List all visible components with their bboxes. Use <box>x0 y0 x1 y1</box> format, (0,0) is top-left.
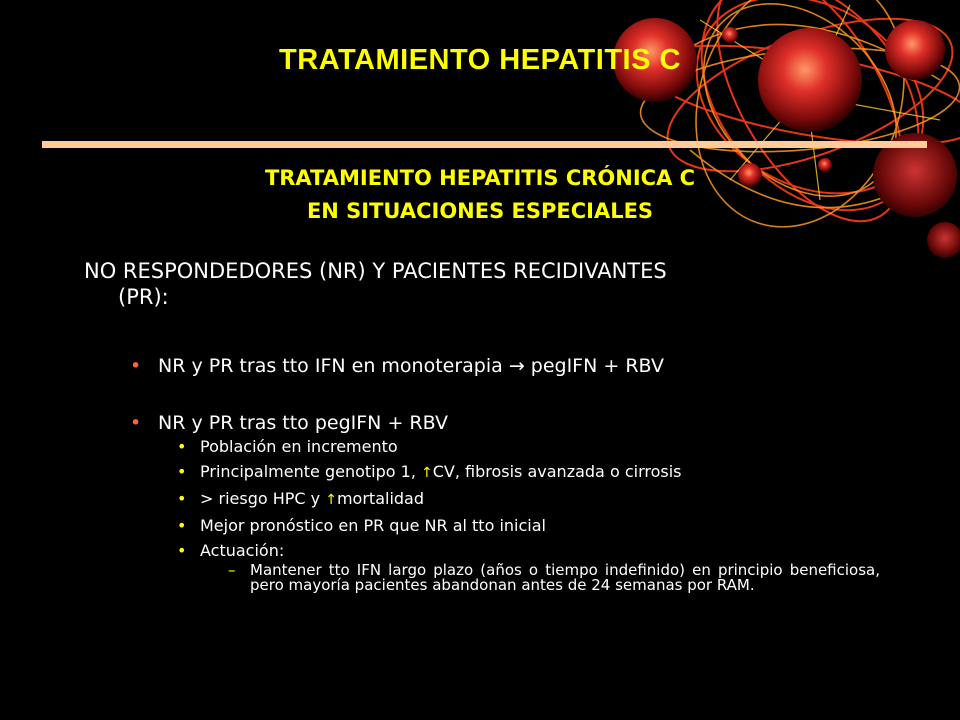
title-divider <box>42 141 927 148</box>
sub-bullet-text: CV, fibrosis avanzada o cirrosis <box>432 462 682 481</box>
sub-bullet-item <box>177 541 284 560</box>
section-heading-line-2: (PR): <box>118 285 169 309</box>
sub-bullet-text: Población en incremento <box>200 437 398 456</box>
subtitle-line-1: TRATAMIENTO HEPATITIS CRÓNICA C <box>264 166 696 190</box>
sub-bullet-icon: • <box>177 541 187 560</box>
slide-title: TRATAMIENTO HEPATITIS C <box>279 44 681 76</box>
bullet-item <box>130 355 664 377</box>
bullet-icon: • <box>130 412 142 434</box>
bullet-text: NR y PR tras tto IFN en monoterapia → pegIFN + RBV <box>158 355 664 377</box>
sub-bullet-item <box>177 489 424 508</box>
sub-bullet-text: Actuación: <box>200 541 285 560</box>
subtitle-line-2: EN SITUACIONES ESPECIALES <box>306 199 654 223</box>
sub-bullet-icon: • <box>177 516 187 535</box>
sub-bullet-item <box>177 462 682 481</box>
bullet-item <box>130 412 448 434</box>
up-arrow-icon: ↑ <box>325 492 337 508</box>
sub-bullet-icon: • <box>177 489 187 508</box>
sub-bullet-text: Principalmente genotipo 1, <box>200 462 416 481</box>
bullet-text: NR y PR tras tto pegIFN + RBV <box>158 412 449 434</box>
section-heading <box>84 258 880 310</box>
sub-bullet-text: > riesgo HPC y <box>200 489 321 508</box>
section-heading-line-1: NO RESPONDEDORES (NR) Y PACIENTES RECIDIVANTES <box>84 259 667 283</box>
sub-bullet-text: mortalidad <box>336 489 425 508</box>
tertiary-text: Mantener tto IFN largo plazo (años o tiempo indefinido) en principio beneficiosa, pero mayoría pacientes abandonan antes de 24 semanas por RAM. <box>250 561 880 594</box>
sub-bullet-icon: • <box>177 437 187 456</box>
dash-bullet-icon: – <box>228 561 236 579</box>
sub-bullet-text: Mejor pronóstico en PR que NR al tto inicial <box>200 516 546 535</box>
sub-bullet-item <box>177 516 546 535</box>
sub-bullet-item <box>177 437 398 456</box>
up-arrow-icon: ↑ <box>421 465 433 481</box>
bullet-icon: • <box>130 355 142 377</box>
sub-bullet-icon: • <box>177 462 187 481</box>
tertiary-item <box>228 563 880 593</box>
